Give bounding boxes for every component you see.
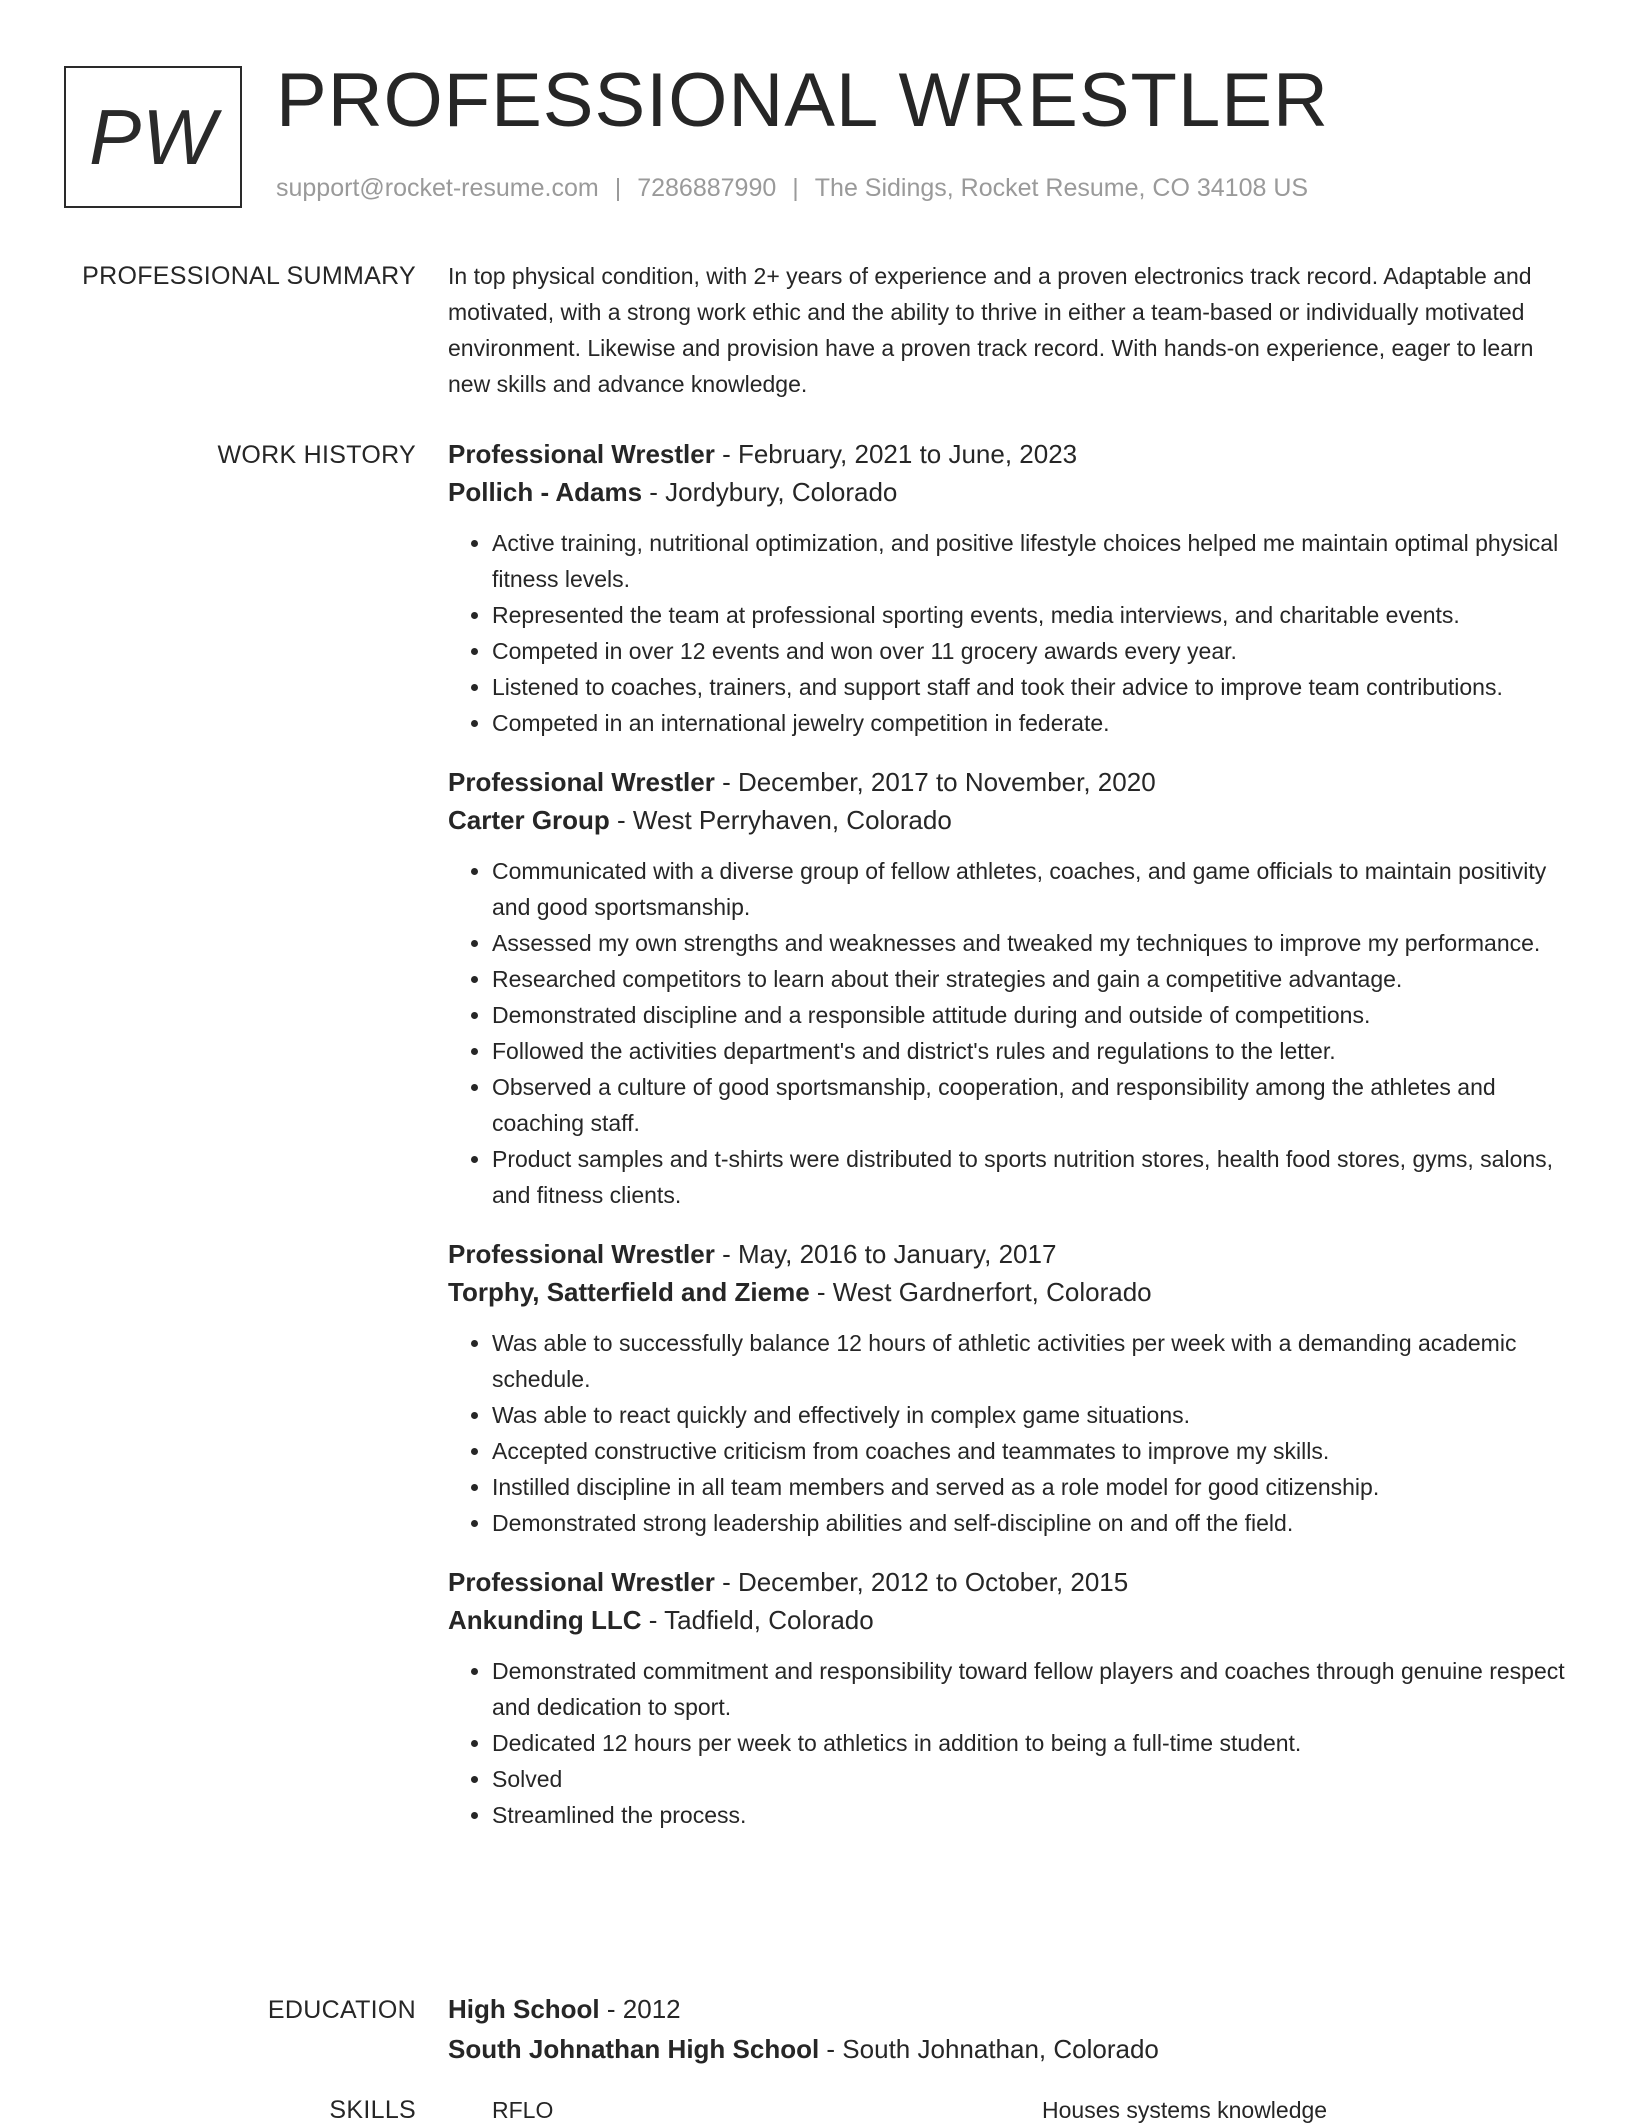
education-location: - South Johnathan, Colorado (819, 2034, 1159, 2064)
job-company: Pollich - Adams (448, 477, 643, 507)
job-dates: - December, 2012 to October, 2015 (714, 1567, 1129, 1597)
job-bullet: • Communicated with a diverse group of fellow athletes, coaches, and game officials to maintain positivity and good sportsmanship. (492, 853, 1568, 925)
job-bullet: • Represented the team at professional sporting events, media interviews, and charitable events. (492, 597, 1568, 633)
job-company-line (448, 801, 1568, 839)
job-entry (448, 435, 1568, 741)
job-bullet: • Accepted constructive criticism from coaches and teammates to improve my skills. (492, 1433, 1568, 1469)
job-dates: - February, 2021 to June, 2023 (714, 439, 1078, 469)
job-bullet: • Demonstrated strong leadership abilities and self-discipline on and off the field. (492, 1505, 1568, 1541)
education-school: South Johnathan High School (448, 2034, 820, 2064)
job-location: - Jordybury, Colorado (642, 477, 898, 507)
job-bullet: • Solved (492, 1761, 1568, 1797)
job-bullet: • Was able to react quickly and effectively in complex game situations. (492, 1397, 1568, 1433)
section-label-education: EDUCATION (267, 1996, 416, 2024)
job-dates: - December, 2017 to November, 2020 (714, 767, 1156, 797)
job-company: Carter Group (448, 805, 610, 835)
section-label-summary: PROFESSIONAL SUMMARY (82, 262, 416, 290)
job-bullet: • Instilled discipline in all team members and served as a role model for good citizenship. (492, 1469, 1568, 1505)
job-location: - Tadfield, Colorado (641, 1605, 874, 1635)
summary-text: In top physical condition, with 2+ years of experience and a proven electronics track record. Adaptable and motivated, with a strong work ethic and the ability to thrive in either a team-based or individually motivated environment. Likewise and provision have a proven track record. With hands-on experience, eager to learn new skills and advance knowledge. (448, 263, 1534, 397)
candidate-name: PROFESSIONAL WRESTLER (276, 58, 1329, 143)
education-degree-line (448, 1990, 1568, 2028)
job-company-line (448, 1273, 1568, 1311)
job-title-line (448, 1563, 1568, 1601)
job-bullets (448, 525, 1568, 741)
job-bullets (448, 853, 1568, 1213)
job-company-line (448, 473, 1568, 511)
job-title: Professional Wrestler (448, 439, 715, 469)
job-bullet: • Competed in an international jewelry competition in federate. (492, 705, 1568, 741)
job-company: Torphy, Satterfield and Zieme (448, 1277, 810, 1307)
section-label-work-history: WORK HISTORY (217, 441, 416, 469)
job-title: Professional Wrestler (448, 1567, 715, 1597)
job-bullet: • Listened to coaches, trainers, and support staff and took their advice to improve team contributions. (492, 669, 1568, 705)
job-bullet: • Followed the activities department's and district's rules and regulations to the letter. (492, 1033, 1568, 1069)
monogram-logo: PW (64, 66, 242, 208)
contact-phone[interactable]: 7286887990 (637, 174, 777, 202)
job-title-line (448, 763, 1568, 801)
job-entry (448, 1235, 1568, 1541)
job-bullet: • Competed in over 12 events and won over 11 grocery awards every year. (492, 633, 1568, 669)
contact-separator: | (792, 174, 799, 202)
job-entry (448, 763, 1568, 1213)
contact-email[interactable]: support@rocket-resume.com (276, 174, 599, 202)
job-company: Ankunding LLC (448, 1605, 642, 1635)
education-school-line (448, 2030, 1568, 2068)
job-title: Professional Wrestler (448, 1239, 715, 1269)
contact-separator: | (614, 174, 622, 202)
job-list (448, 435, 1568, 1855)
job-dates: - May, 2016 to January, 2017 (714, 1239, 1057, 1269)
job-bullet: • Assessed my own strengths and weaknesses and tweaked my techniques to improve my performance. (492, 925, 1568, 961)
job-bullets (448, 1653, 1568, 1833)
job-location: - West Perryhaven, Colorado (609, 805, 952, 835)
job-entry (448, 1563, 1568, 1833)
job-bullet: • Was able to successfully balance 12 hours of athletic activities per week with a demanding academic schedule. (492, 1325, 1568, 1397)
contact-address: The Sidings, Rocket Resume, CO 34108 US (814, 174, 1309, 202)
job-title-line (448, 435, 1568, 473)
job-bullet: • Dedicated 12 hours per week to athletics in addition to being a full-time student. (492, 1725, 1568, 1761)
job-bullet: • Demonstrated commitment and responsibility toward fellow players and coaches through genuine respect and dedication to sport. (492, 1653, 1568, 1725)
job-bullet: • Observed a culture of good sportsmanship, cooperation, and responsibility among the athletes and coaching staff. (492, 1069, 1568, 1141)
job-title-line (448, 1235, 1568, 1273)
education-year: - 2012 (599, 1994, 681, 2024)
skill-item: RFLO (492, 2097, 554, 2123)
job-bullet: • Demonstrated discipline and a responsible attitude during and outside of competitions. (492, 997, 1568, 1033)
skill-item: Houses systems knowledge (1042, 2097, 1328, 2123)
job-company-line (448, 1601, 1568, 1639)
section-label-skills: SKILLS (329, 2096, 416, 2124)
job-location: - West Gardnerfort, Colorado (809, 1277, 1152, 1307)
job-bullet: • Streamlined the process. (492, 1797, 1568, 1833)
job-bullet: • Researched competitors to learn about their strategies and gain a competitive advantage. (492, 961, 1568, 997)
job-bullet: • Active training, nutritional optimization, and positive lifestyle choices helped me maintain optimal physical fitness levels. (492, 525, 1568, 597)
contact-line (276, 174, 1308, 203)
job-title: Professional Wrestler (448, 767, 715, 797)
job-bullets (448, 1325, 1568, 1541)
education-degree: High School (448, 1994, 600, 2024)
job-bullet: • Product samples and t-shirts were distributed to sports nutrition stores, health food stores, gyms, salons, and fitness clients. (492, 1141, 1568, 1213)
